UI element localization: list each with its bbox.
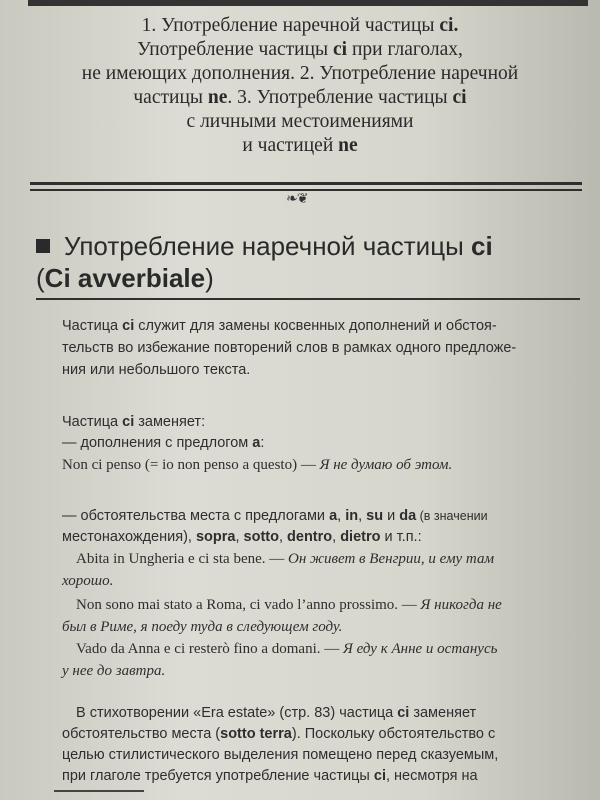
example-line: Abita in Ungheria e ci sta bene. — Он живет в Венгрии, и ему там	[76, 551, 495, 567]
chapter-title-line: и частицей ne	[242, 135, 358, 156]
chapter-title-line: частицы ne. 3. Употребление частицы ci	[133, 87, 467, 108]
top-rule	[28, 0, 588, 6]
poem-line: обстоятельство места (sotto terra). Поскольку обстоятельство с	[62, 726, 496, 742]
section-heading-line: (Ci avverbiale)	[36, 263, 214, 293]
poem-line: целью стилистического выделения помещено перед сказуемым,	[62, 747, 499, 763]
places-item: — обстоятельства места с предлогами a, in, su и da (в значении	[62, 508, 488, 524]
chapter-title-line: с личными местоимениями	[186, 111, 414, 132]
chapter-title-line: 1. Употребление наречной частицы ci.	[141, 15, 459, 36]
places-item: местонахождения), sopra, sotto, dentro, dietro и т.п.:	[62, 529, 422, 545]
section-heading	[36, 230, 576, 294]
poem-line: В стихотворении «Era estate» (стр. 83) частица ci заменяет	[76, 705, 477, 721]
replaces-item: — дополнения с предлогом a:	[62, 435, 265, 451]
example-line: был в Риме, я поеду туда в следующем году.	[62, 619, 343, 635]
intro-line: тельств во избежание повторений слов в рамках одного предложе-	[62, 340, 517, 356]
replaces-heading: Частица ci заменяет:	[62, 414, 206, 430]
chapter-title-line: не имеющих дополнения. 2. Употребление наречной	[81, 63, 519, 84]
poem-line: при глаголе требуется употребление частицы ci, несмотря на	[62, 768, 478, 784]
example-line: Non ci penso (= io non penso a questo) — Я не думаю об этом.	[62, 457, 453, 473]
footnote-rule	[54, 790, 144, 792]
intro-line: ния или небольшого текста.	[62, 362, 251, 378]
intro-line: Частица ci служит для замены косвенных дополнений и обстоя-	[62, 318, 497, 334]
chapter-title-line: Употребление частицы ci при глаголах,	[137, 39, 463, 60]
section-heading-line: Употребление наречной частицы ci	[36, 230, 576, 262]
chapter-title	[40, 14, 560, 158]
square-bullet-icon	[36, 239, 50, 253]
example-line: Non sono mai stato a Roma, ci vado l’anno prossimo. — Я никогда не	[76, 597, 502, 613]
example-line: у нее до завтра.	[62, 663, 166, 679]
example-line: хорошо.	[62, 573, 114, 589]
title-rule-thick	[30, 182, 582, 185]
section-rule	[36, 298, 580, 300]
example-line: Vado da Anna e ci resterò fino a domani. — Я еду к Анне и останусь	[76, 641, 498, 657]
ornament-icon: ❧❦	[286, 191, 308, 207]
